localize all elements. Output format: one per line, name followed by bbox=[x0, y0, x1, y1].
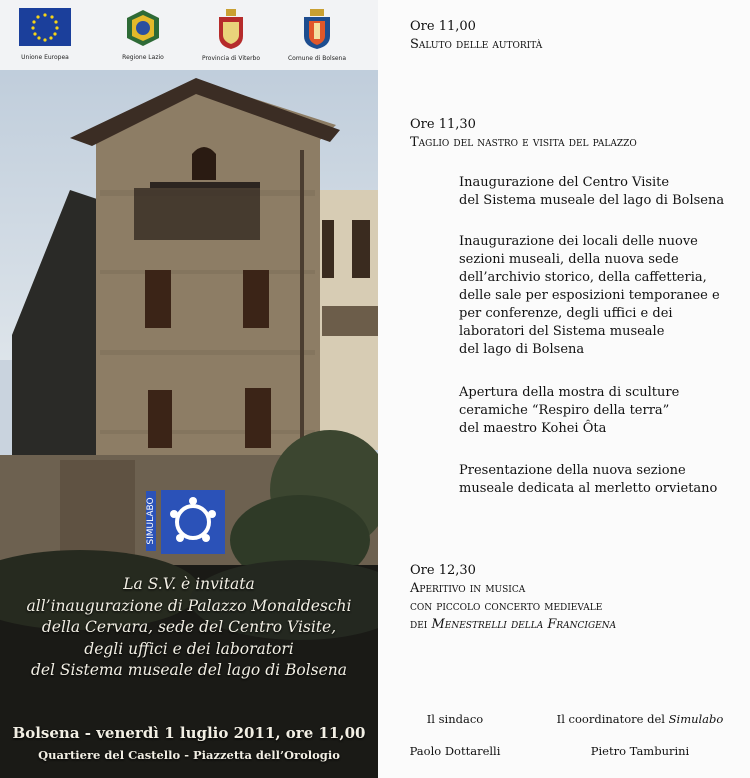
program-item: Presentazione della nuova sezione museale dedicata al merletto orvietano bbox=[459, 463, 718, 496]
invitation-line: La S.V. è invitata bbox=[123, 575, 255, 593]
event-date: Bolsena - venerdì 1 luglio 2011, ore 11,00 bbox=[12, 724, 366, 742]
mayor-role: Il sindaco bbox=[426, 712, 484, 726]
event-place: Quartiere del Castello - Piazzetta dell’Orologio bbox=[38, 748, 340, 762]
ensemble-name: Menestrelli della Francigena bbox=[431, 617, 617, 632]
bolsena-label: Comune di Bolsena bbox=[287, 55, 347, 62]
coordinator-name: Pietro Tamburini bbox=[590, 744, 690, 758]
eu-flag-icon bbox=[19, 8, 71, 46]
coordinator-role-org: Simulabo bbox=[668, 712, 724, 726]
invitation-text bbox=[0, 574, 378, 682]
slot2-title: Taglio del nastro e visita del palazzo bbox=[410, 135, 637, 150]
slot3-line3 bbox=[410, 616, 616, 634]
lazio-crest-icon bbox=[124, 8, 162, 48]
mayor-name: Paolo Dottarelli bbox=[409, 744, 501, 758]
lazio-label: Regione Lazio bbox=[122, 54, 164, 61]
program-item: Inaugurazione dei locali delle nuove sezioni museali, della nuova sede dell’archivio storico, della caffetteria, delle sale per esposizioni temporanee e per conferenze, degli uffici e dei laboratori del Sistema museale del lago di Bolsena bbox=[459, 234, 720, 357]
invitation-line: del Sistema museale del lago di Bolsena bbox=[30, 661, 348, 679]
eu-logo bbox=[14, 8, 76, 61]
invitation-line: all’inaugurazione di Palazzo Monaldeschi bbox=[26, 596, 352, 615]
eu-label: Unione Europea bbox=[21, 54, 69, 61]
bolsena-crest-icon bbox=[302, 8, 332, 50]
slot3-time: Ore 12,30 bbox=[410, 563, 476, 578]
simulabo-label: SIMULABO bbox=[146, 491, 156, 551]
viterbo-crest-icon bbox=[217, 8, 245, 50]
slot2-time: Ore 11,30 bbox=[410, 117, 476, 132]
coordinator-role bbox=[550, 711, 730, 727]
slot3-line2: con piccolo concerto medievale bbox=[410, 599, 603, 614]
signature-mayor bbox=[400, 695, 510, 775]
viterbo-logo bbox=[198, 8, 264, 62]
slot1-title: Saluto delle autorità bbox=[410, 37, 543, 52]
slot1-time: Ore 11,00 bbox=[410, 19, 476, 34]
invitation-line: degli uffici e dei laboratori bbox=[84, 639, 294, 658]
lazio-logo bbox=[112, 8, 174, 61]
program-item: Inaugurazione del Centro Visite del Sistema museale del lago di Bolsena bbox=[459, 175, 725, 208]
bolsena-logo bbox=[284, 8, 350, 62]
simulabo-emblem-icon bbox=[161, 490, 225, 554]
program-item: Apertura della mostra di sculture ceramiche “Respiro della terra” del maestro Kohei Ôta bbox=[459, 385, 680, 436]
signature-coordinator bbox=[550, 695, 730, 775]
logo-strip bbox=[0, 0, 378, 70]
viterbo-label: Provincia di Viterbo bbox=[201, 55, 261, 62]
slot3-line1: Aperitivo in musica bbox=[410, 581, 526, 596]
slot3-line3-prefix: dei bbox=[410, 617, 432, 632]
simulabo-logo bbox=[143, 490, 225, 554]
coordinator-role-prefix: Il coordinatore del bbox=[556, 712, 669, 726]
invitation-line: della Cervara, sede del Centro Visite, bbox=[41, 618, 337, 636]
